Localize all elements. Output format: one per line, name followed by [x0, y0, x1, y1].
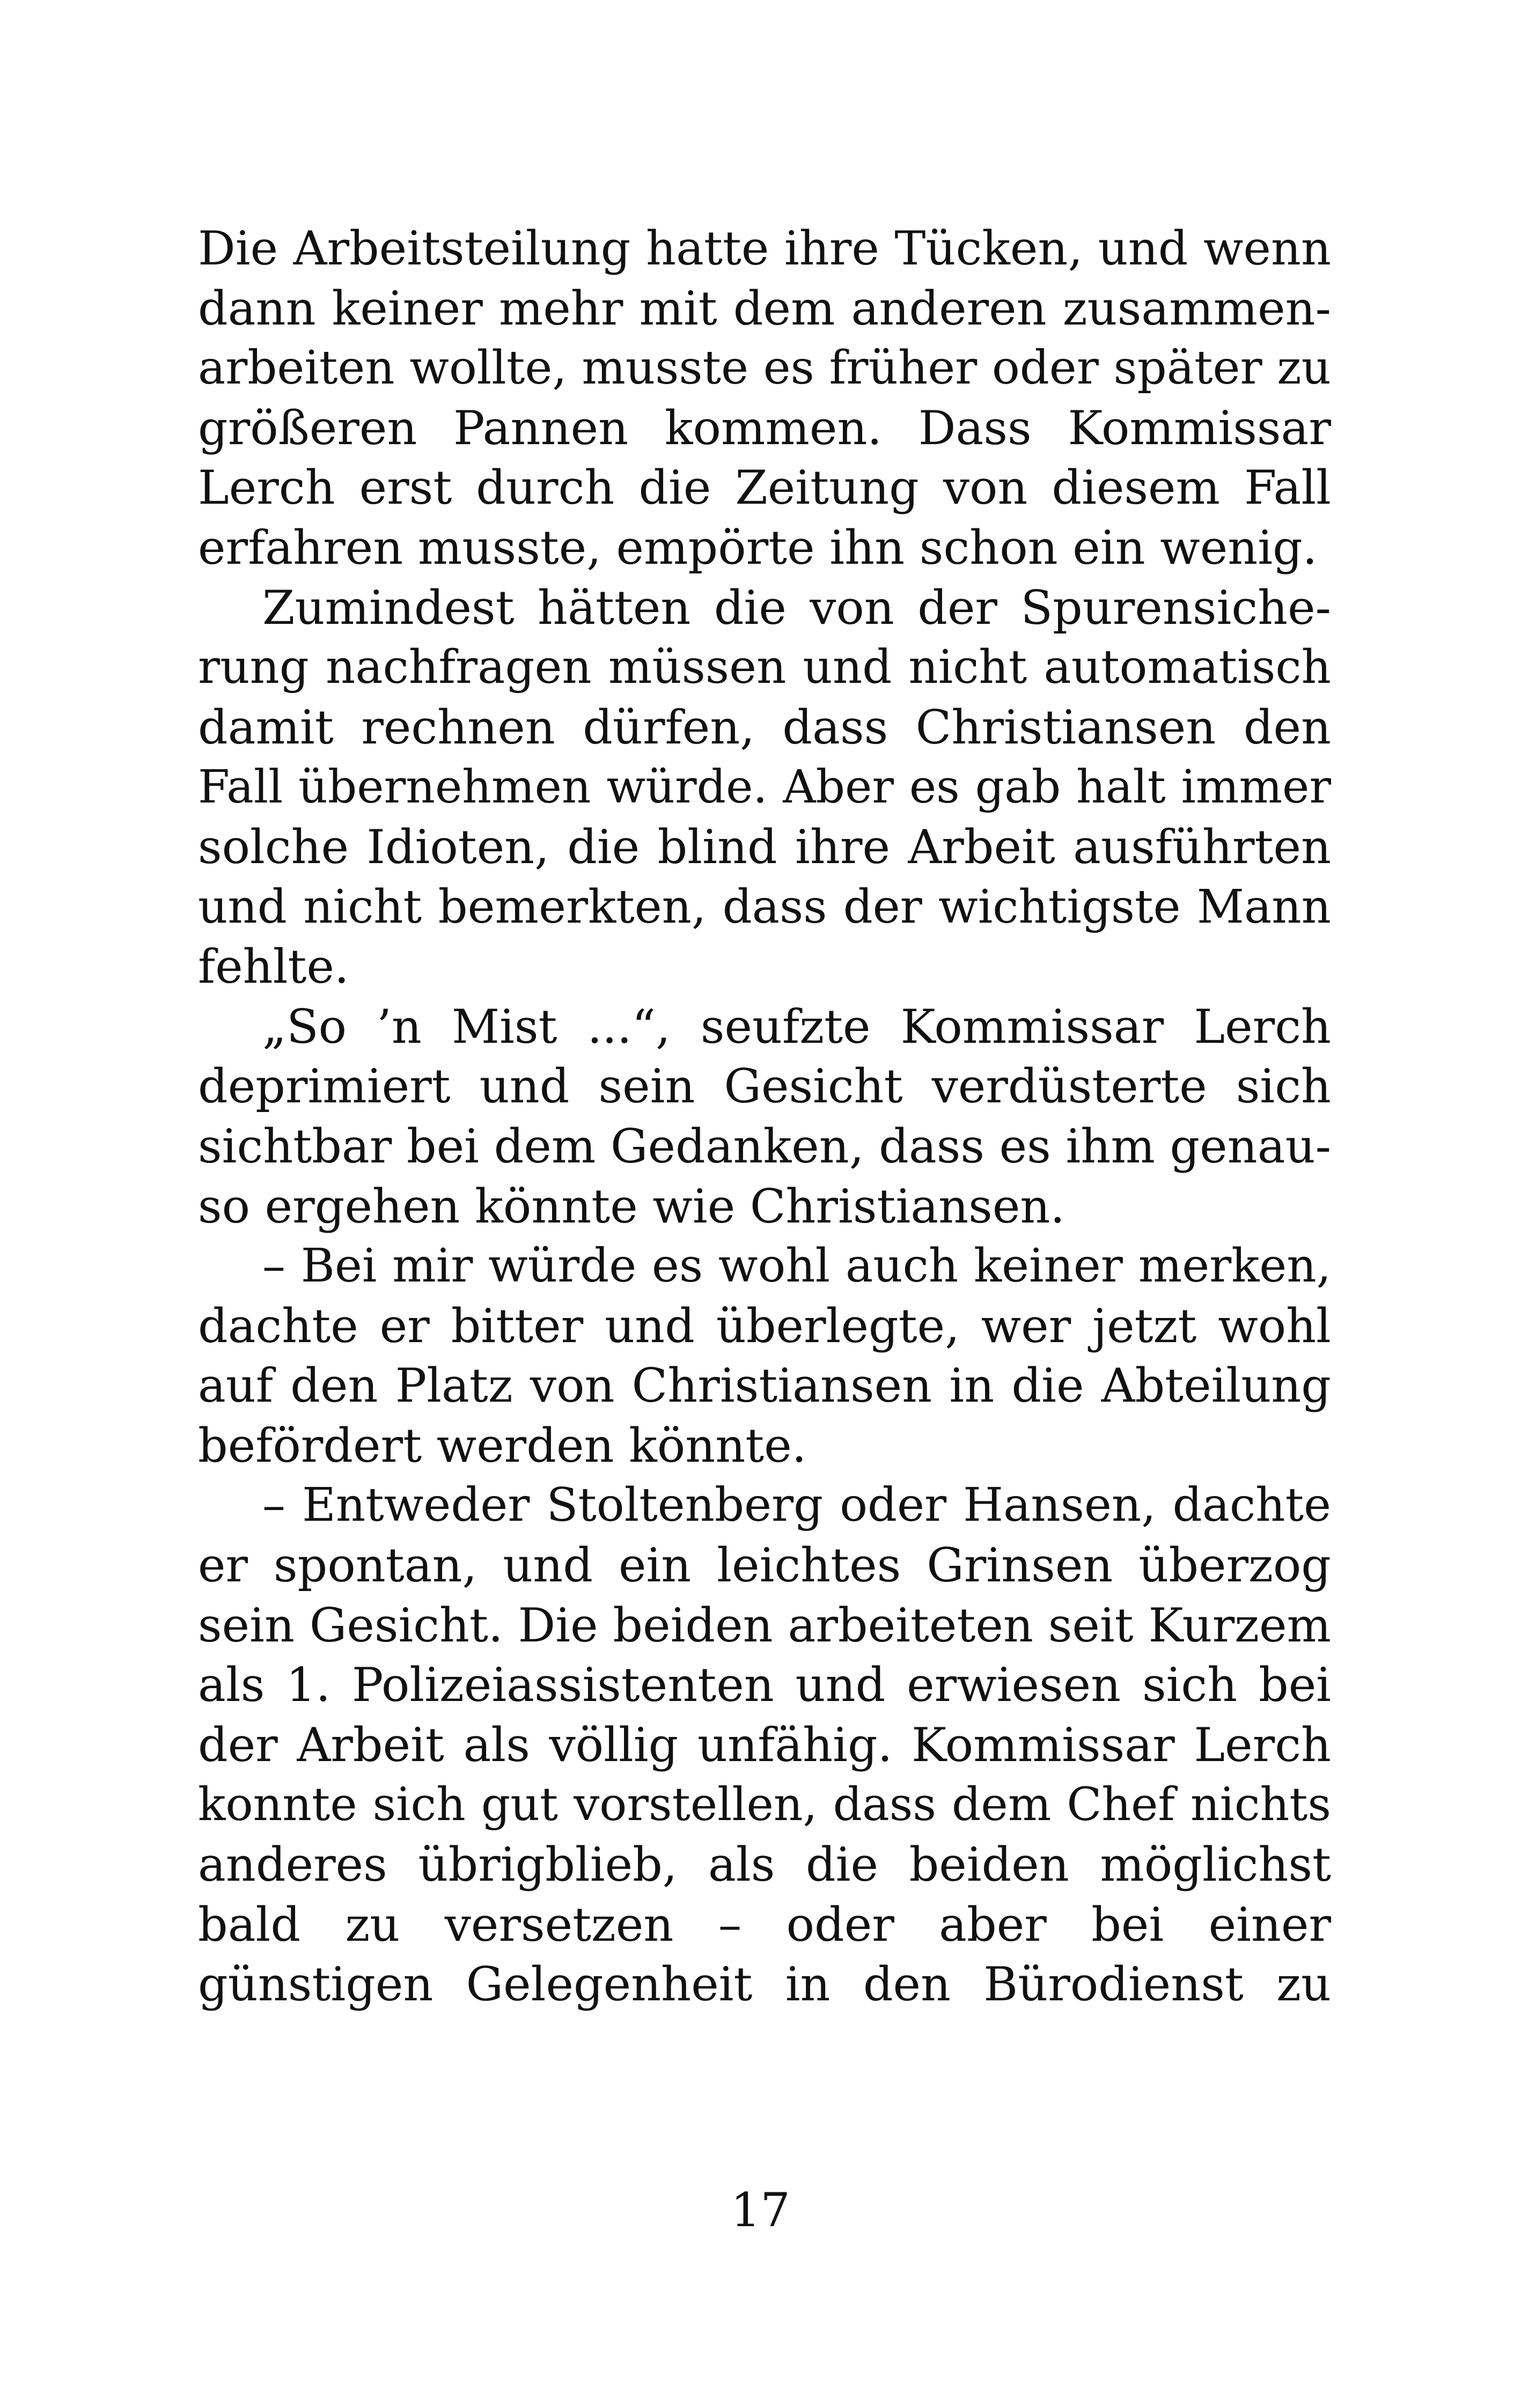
text-line: solche Idioten, die blind ihre Arbeit ausführten — [198, 819, 1331, 874]
text-line: rung nachfragen müssen und nicht automatisch — [198, 640, 1331, 695]
text-line: bald zu versetzen – oder aber bei einer — [198, 1897, 1331, 1952]
text-line: Die Arbeitsteilung hatte ihre Tücken, und wenn — [198, 221, 1331, 276]
text-line: und nicht bemerkten, dass der wichtigste Mann — [198, 880, 1331, 934]
text-line: günstigen Gelegenheit in den Bürodienst zu — [198, 1957, 1331, 2012]
text-line: „So ’n Mist ...“, seufzte Kommissar Lerch — [262, 999, 1331, 1054]
text-line: befördert werden könnte. — [198, 1418, 807, 1473]
text-line: sein Gesicht. Die beiden arbeiteten seit Kurzem — [198, 1597, 1331, 1653]
text-line: er spontan, und ein leichtes Grinsen überzog — [198, 1538, 1331, 1593]
text-line: dachte er bitter und überlegte, wer jetzt wohl — [198, 1298, 1331, 1353]
text-line: der Arbeit als völlig unfähig. Kommissar Lerch — [198, 1717, 1331, 1772]
text-line: so ergehen könnte wie Christiansen. — [198, 1179, 1065, 1234]
text-line: größeren Pannen kommen. Dass Kommissar — [198, 400, 1331, 455]
text-line: anderes übrigblieb, als die beiden möglichst — [198, 1837, 1331, 1892]
text-line: – Entweder Stoltenberg oder Hansen, dachte — [262, 1478, 1331, 1533]
text-line: deprimiert und sein Gesicht verdüsterte sich — [198, 1059, 1331, 1114]
text-line: als 1. Polizeiassistenten und erwiesen sich bei — [198, 1658, 1331, 1713]
text-line: arbeiten wollte, musste es früher oder später zu — [198, 341, 1331, 395]
page-number: 17 — [731, 2183, 790, 2237]
text-line: Fall übernehmen würde. Aber es gab halt immer — [198, 761, 1331, 814]
text-line: sichtbar bei dem Gedanken, dass es ihm genau- — [198, 1118, 1331, 1174]
text-line: fehlte. — [198, 939, 349, 995]
text-line: erfahren musste, empörte ihn schon ein wenig. — [198, 520, 1318, 575]
body-text — [198, 219, 1331, 2015]
text-line: konnte sich gut vorstellen, dass dem Chef nichts — [198, 1778, 1331, 1832]
text-line: damit rechnen dürfen, dass Christiansen den — [198, 699, 1331, 755]
text-line: auf den Platz von Christiansen in die Abteilung — [198, 1358, 1331, 1413]
text-line: dann keiner mehr mit dem anderen zusammen- — [198, 281, 1331, 336]
text-line: – Bei mir würde es wohl auch keiner merken, — [262, 1239, 1331, 1293]
text-line: Lerch erst durch die Zeitung von diesem Fall — [198, 460, 1331, 516]
text-line: Zumindest hätten die von der Spurensiche- — [262, 580, 1331, 635]
